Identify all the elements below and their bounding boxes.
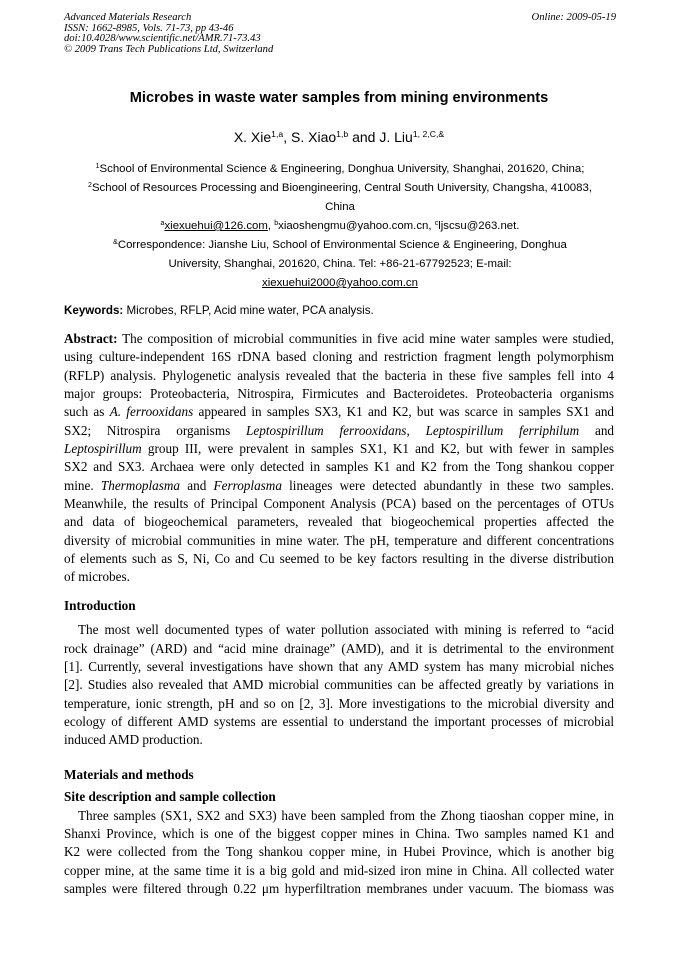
species-name: Leptospirillum [64, 441, 142, 457]
affiliation-mark: 2 [88, 181, 92, 189]
species-name: Leptospirillum ferrooxidans [246, 422, 407, 438]
journal-name: Advanced Materials Research [64, 12, 192, 23]
abstract-text: appeared in samples SX3, K1 and K2, but was scarce in samples SX1 and [193, 404, 615, 420]
affiliation-line [62, 160, 618, 179]
abstract-line: of microbes. [64, 569, 130, 585]
email-mark: c [434, 219, 439, 227]
abstract-line: of elements such as S, Ni, Co and Cu seemed to be key factors resulting in the diverse distribution [64, 551, 614, 567]
doi-line: doi:10.4028/www.scientific.net/AMR.71-73.43 [64, 33, 261, 45]
affiliation-mark: 1 [95, 162, 100, 170]
abstract-text: and [180, 477, 214, 493]
abstract-line [64, 403, 614, 421]
abstract-line: (RFLP) analysis. Phylogenetic analysis revealed that the bacteria in these five samples fell into 4 [64, 367, 614, 383]
abstract-text: group III, were prevalent in samples SX1, K1 and K2, but with fewer in samples [141, 441, 614, 457]
keywords-text: Microbes, RFLP, Acid mine water, PCA analysis. [123, 304, 374, 317]
abstract-text: SX2; Nitrospira organisms [64, 422, 247, 438]
species-name: A. ferrooxidans [109, 404, 194, 420]
paragraph-line: rock drainage” (ARD) and “acid mine drainage” (AMD), and it is detrimental to the environment [64, 640, 614, 656]
section-heading: Materials and methods [64, 767, 194, 782]
email-mark: a [160, 219, 165, 227]
paragraph-line: induced AMD production. [64, 732, 203, 748]
correspondence-text: Correspondence: Jianshe Liu, School of Environmental Science & Engineering, Donghua [117, 239, 567, 251]
email-text[interactable]: ljscsu@263.net. [438, 220, 520, 232]
correspondence-line [62, 236, 618, 255]
paragraph-line: ecology of different AMD systems are essential to understand the important processes of microbial [64, 714, 614, 730]
affiliation-line: China [325, 201, 355, 213]
introduction-section [64, 597, 614, 750]
paragraph-line: [1]. Currently, several investigations have shown that any AMD system has many microbial niches [64, 659, 614, 675]
species-name: Thermoplasma [100, 477, 181, 493]
paragraph-line: samples were filtered through 0.22 μm hyperfiltration membranes under vacuum. The biomass was [64, 881, 614, 897]
abstract-line: and data of biogeochemical parameters, revealed that biogeochemical properties affected the [64, 514, 614, 530]
abstract-line [64, 422, 614, 440]
keywords [64, 304, 374, 317]
paragraph-line: K2 were collected from the Tong shankou copper mine, in Hubei Province, which is another big [64, 844, 614, 860]
keywords-label: Keywords: [64, 304, 124, 317]
correspondence-email-line [62, 274, 618, 293]
issn-line: ISSN: 1662-8985, Vols. 71-73, pp 43-46 [64, 22, 234, 34]
author-affiliation-mark: 1,b [336, 128, 349, 139]
correspondence-mark: & [113, 238, 118, 246]
author-separator: , [283, 129, 292, 145]
email-separator: , [267, 220, 275, 232]
abstract-line: using culture-independent 16S rDNA based cloning and restriction fragment length polymorphism [64, 349, 614, 365]
author-name: J. Liu [379, 129, 413, 145]
abstract-text: The composition of microbial communities in five acid mine water samples were studied, [117, 331, 614, 346]
species-name: Ferroplasma [213, 477, 282, 493]
abstract-text: mine. [64, 477, 101, 493]
paragraph-line: temperature, ionic strength, pH and so on [2, 3]. More investigations to the microbial diversity and [64, 695, 614, 711]
affiliation-line [62, 179, 618, 198]
abstract-label: Abstract: [64, 331, 118, 346]
copyright-line: © 2009 Trans Tech Publications Ltd, Switzerland [64, 43, 274, 55]
correspondence-line: University, Shanghai, 201620, China. Tel: +86-21-67792523; E-mail: [168, 258, 512, 270]
abstract-line: Meanwhile, the results of Principal Component Analysis (PCA) based on the percentages of OTUs [64, 496, 614, 512]
abstract-line [64, 330, 614, 348]
abstract-line: diversity of microbial communities in mine water. The pH, temperature and different concentrations [64, 532, 614, 548]
abstract-line: major groups: Proteobacteria, Nitrospira, Firmicutes and Bacteroidetes. Proteobacteria organisms [64, 386, 614, 402]
methods-section [64, 766, 614, 898]
abstract-text: and [579, 422, 615, 438]
author-name: X. Xie [233, 129, 272, 145]
running-header [64, 13, 616, 55]
email-text[interactable]: xiaoshengmu@yahoo.com.cn [278, 220, 429, 232]
species-name: Leptospirillum ferriphilum [425, 422, 580, 438]
abstract-line [64, 440, 614, 458]
paragraph-line: [2]. Studies also revealed that AMD microbial communities can be affected greatly by variations in [64, 677, 614, 693]
online-date: Online: 2009-05-19 [531, 12, 616, 23]
affiliations [62, 160, 618, 293]
abstract [64, 330, 614, 587]
email-mark: b [274, 219, 279, 227]
section-heading: Introduction [64, 598, 136, 613]
author-list [0, 129, 678, 145]
email-line [62, 217, 618, 236]
abstract-text: lineages were detected abundantly in these two samples. [281, 477, 614, 493]
paragraph-line: The most well documented types of water pollution associated with mining is referred to “acid [78, 622, 614, 638]
email-separator: , [428, 220, 435, 232]
affiliation-text: School of Environmental Science & Engineering, Donghua University, Shanghai, 201620, China; [99, 163, 585, 175]
affiliation-text: School of Resources Processing and Bioengineering, Central South University, Changsha, 410083, [91, 182, 592, 194]
subsection-heading: Site description and sample collection [64, 789, 276, 805]
paragraph-line: Shanxi Province, which is one of the biggest copper mines in China. Two samples named K1 and [64, 826, 614, 842]
author-separator: and [348, 129, 380, 145]
abstract-line: SX2 and SX3. Archaea were only detected in samples K1 and K2 from the Tong shankou copper [64, 459, 614, 475]
author-name: S. Xiao [291, 129, 337, 145]
paragraph-line: copper mine, at the same time it is a big gold and mid-sized iron mine in China. All collected water [64, 862, 614, 878]
abstract-text: , [406, 422, 426, 438]
paragraph-line: Three samples (SX1, SX2 and SX3) have been sampled from the Zhong tiaoshan copper mine, in [78, 807, 614, 823]
correspondence-email-link[interactable]: xiexuehui2000@yahoo.com.cn [262, 277, 418, 289]
abstract-line [64, 477, 614, 495]
author-affiliation-mark: 1,a [271, 128, 284, 139]
abstract-text: such as [64, 404, 110, 420]
paper-title: Microbes in waste water samples from mining environments [129, 90, 549, 106]
email-link[interactable]: xiexuehui@126.com [164, 220, 268, 232]
author-affiliation-mark: 1, 2,C,& [412, 128, 445, 139]
